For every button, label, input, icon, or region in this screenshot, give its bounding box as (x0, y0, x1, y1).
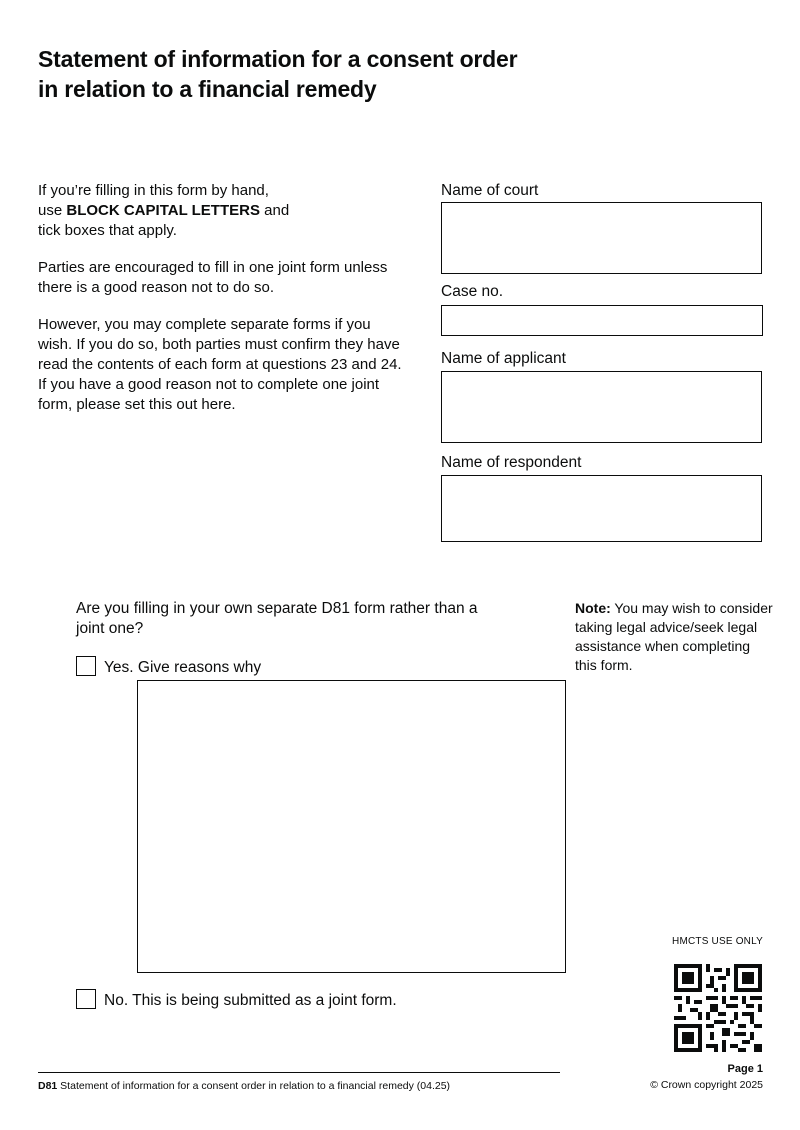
page-title (38, 44, 517, 104)
reasons-textarea[interactable] (137, 680, 566, 973)
case-number-input[interactable] (441, 305, 763, 336)
note-label: Note: (575, 600, 611, 616)
intro-paragraph-3: However, you may complete separate forms if you wish. If you do so, both parties must confirm they have read the contents of each form at questions 23 and 24. If you have a good reason not to complete one joint form, please set this out here. (38, 316, 402, 413)
yes-checkbox[interactable] (76, 656, 96, 676)
intro-p1-text: use (38, 202, 67, 219)
footer-divider (38, 1072, 560, 1073)
intro-text (38, 181, 408, 432)
note-text (575, 599, 775, 675)
page-title-line2: in relation to a financial remedy (38, 76, 377, 102)
footer-form-title (38, 1079, 450, 1093)
footer-form-name: Statement of information for a consent order in relation to a financial remedy (04.25) (57, 1080, 451, 1092)
applicant-input[interactable] (441, 371, 762, 443)
intro-p1-text: tick boxes that apply. (38, 222, 177, 239)
page-title-line1: Statement of information for a consent order (38, 46, 518, 72)
hmcts-use-only-label: HMCTS USE ONLY (672, 936, 763, 947)
intro-p1-bold: BLOCK CAPITAL LETTERS (66, 202, 260, 219)
page-number: Page 1 (727, 1063, 763, 1075)
applicant-label: Name of applicant (441, 350, 566, 367)
intro-paragraph-2: Parties are encouraged to fill in one joint form unless there is a good reason not to do so. (38, 259, 388, 296)
intro-paragraph-1 (38, 181, 408, 241)
no-checkbox[interactable] (76, 989, 96, 1009)
qr-code-image (674, 964, 762, 1052)
court-input[interactable] (441, 202, 762, 274)
court-label: Name of court (441, 182, 539, 199)
separate-form-question: Are you filling in your own separate D81 form rather than a joint one? (76, 600, 478, 637)
no-label: No. This is being submitted as a joint form. (104, 992, 397, 1009)
case-number-label: Case no. (441, 283, 504, 300)
intro-p1-text: and (259, 202, 290, 219)
copyright-text: © Crown copyright 2025 (650, 1079, 763, 1091)
respondent-input[interactable] (441, 475, 762, 542)
yes-label: Yes. Give reasons why (104, 659, 262, 676)
footer-form-code: D81 (38, 1080, 58, 1092)
respondent-label: Name of respondent (441, 454, 582, 471)
note-body: You may wish to consider taking legal advice/seek legal assistance when completing this form. (575, 600, 773, 673)
intro-p1-text: If you’re filling in this form by hand, (38, 182, 269, 199)
